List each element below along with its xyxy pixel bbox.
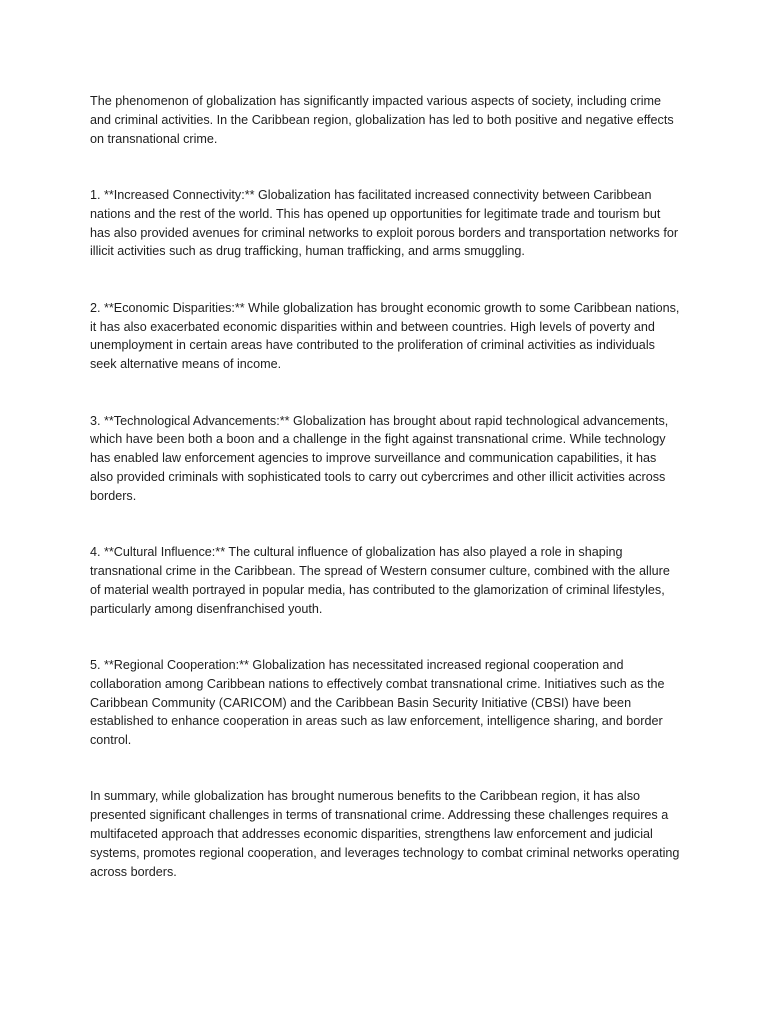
- point-cultural-influence: 4. **Cultural Influence:** The cultural influence of globalization has also played a role in shaping transnational crime in the Caribbean. The spread of Western consumer culture, combined with the allure of material wealth portrayed in popular media, has contributed to the glamorization of criminal lifestyles, particularly among disenfranchised youth.: [90, 545, 670, 616]
- point-regional-cooperation: 5. **Regional Cooperation:** Globalization has necessitated increased regional cooperation and collaboration among Caribbean nations to effectively combat transnational crime. Initiatives such as the Caribbean Community (CARICOM) and the Caribbean Basin Security Initiative (CBSI) have been established to enhance cooperation in areas such as law enforcement, intelligence sharing, and border control.: [90, 657, 665, 748]
- intro-paragraph: The phenomenon of globalization has significantly impacted various aspects of society, including crime and criminal activities. In the Caribbean region, globalization has led to both positive and negative effects on transnational crime.: [90, 94, 674, 146]
- point-technological-advancements: 3. **Technological Advancements:** Globalization has brought about rapid technological advancements, which have been both a boon and a challenge in the fight against transnational crime. While technology has enabled law enforcement agencies to improve surveillance and communication capabilities, it has also provided criminals with sophisticated tools to carry out cybercrimes and other illicit activities across borders.: [90, 413, 669, 503]
- point-economic-disparities: 2. **Economic Disparities:** While globalization has brought economic growth to some Caribbean nations, it has also exacerbated economic disparities within and between countries. High levels of poverty and unemployment in certain areas have contributed to the proliferation of criminal activities as individuals seek alternative means of income.: [90, 300, 680, 372]
- point-increased-connectivity: 1. **Increased Connectivity:** Globalization has facilitated increased connectivity between Caribbean nations and the rest of the world. This has opened up opportunities for legitimate trade and tourism but has also provided avenues for criminal networks to exploit porous borders and transportation networks for illicit activities such as drug trafficking, human trafficking, and arms smuggling.: [90, 187, 679, 259]
- document-page: [90, 92, 680, 881]
- summary-paragraph: In summary, while globalization has brought numerous benefits to the Caribbean region, it has also presented significant challenges in terms of transnational crime. Addressing these challenges requires a multifaceted approach that addresses economic disparities, strengthens law enforcement and judicial systems, promotes regional cooperation, and leverages technology to combat criminal networks operating across borders.: [90, 789, 680, 879]
